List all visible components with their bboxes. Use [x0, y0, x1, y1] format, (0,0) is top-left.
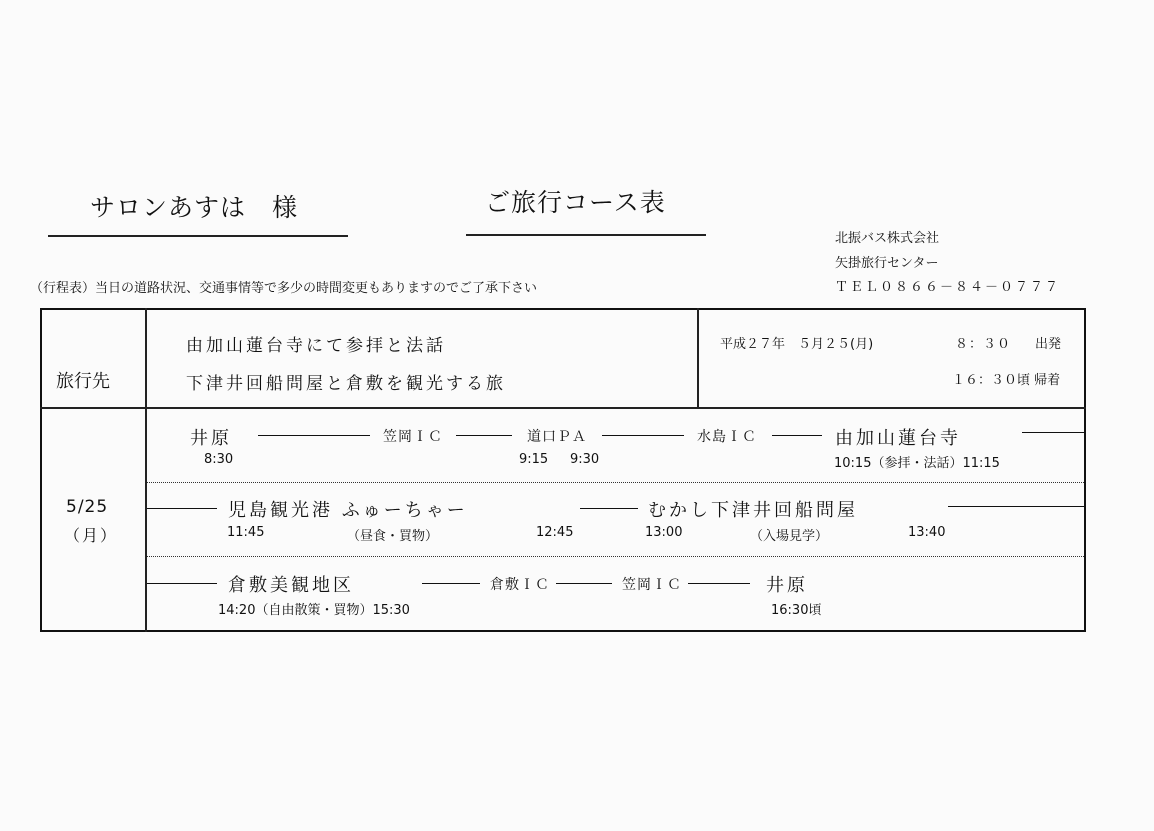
- stop-mizushima-ic: 水島ＩＣ: [697, 429, 757, 445]
- departure-label: 出発: [1035, 337, 1062, 352]
- route-line: [1022, 432, 1086, 433]
- title-underline: [466, 234, 706, 236]
- return-time: １６：３０頃 帰着: [952, 373, 1061, 388]
- stop-kasaoka-ic: 笠岡ＩＣ: [383, 429, 443, 445]
- company-tel: ＴＥＬ０８６６－８４－０７７７: [835, 280, 1061, 295]
- time-depart-ibara: 8:30: [204, 452, 234, 467]
- document-title: ご旅行コース表: [485, 188, 666, 217]
- time-return: 16:30頃: [771, 603, 822, 618]
- time-leave-tonya: 13:40: [908, 525, 946, 540]
- schedule-notice: （行程表）当日の道路状況、交通事情等で多少の時間変更もありますのでご了承下さい: [30, 281, 538, 296]
- time-leave-port: 12:45: [536, 525, 574, 540]
- route-line: [772, 435, 822, 436]
- stop-ibara: 井原: [190, 428, 232, 449]
- header-row-divider: [40, 407, 1086, 409]
- stop-kojima-port: 児島観光港 ふゅーちゃー: [228, 500, 468, 521]
- time-bikan: 14:20（自由散策・買物）15:30: [218, 603, 410, 618]
- stop-kurashiki-ic: 倉敷ＩＣ: [490, 577, 550, 593]
- company-name: 北振バス株式会社: [835, 231, 940, 246]
- time-arrive-pa: 9:15: [519, 452, 549, 467]
- route-line: [580, 508, 638, 509]
- route-line: [688, 583, 750, 584]
- stop-kurashiki-bikan: 倉敷美観地区: [228, 575, 354, 596]
- time-arrive-tonya: 13:00: [645, 525, 683, 540]
- stop-shimotsui-tonya: むかし下津井回船問屋: [648, 500, 858, 521]
- note-lunch: （昼食・買物）: [347, 529, 439, 544]
- company-center: 矢掛旅行センター: [835, 256, 939, 271]
- route-line: [147, 508, 217, 509]
- recipient-name: サロンあすは 様: [90, 193, 299, 222]
- departure-time: ８：３０: [955, 337, 1012, 352]
- row-separator: [147, 556, 1084, 557]
- route-line: [422, 583, 480, 584]
- route-line: [258, 435, 370, 436]
- date-column-divider: [697, 308, 699, 408]
- destination-line-2: 下津井回船問屋と倉敷を観光する旅: [186, 374, 506, 394]
- stop-kasaoka-ic-return: 笠岡ＩＣ: [622, 577, 682, 593]
- destination-label: 旅行先: [56, 371, 110, 392]
- row-separator: [147, 482, 1084, 483]
- day-weekday: （月）: [64, 526, 119, 545]
- stop-ibara-return: 井原: [766, 575, 808, 596]
- day-date: 5/25: [66, 497, 109, 517]
- route-line: [147, 583, 217, 584]
- route-line: [456, 435, 512, 436]
- stop-yugasan-rendaiji: 由加山蓮台寺: [835, 428, 961, 449]
- time-leave-pa: 9:30: [570, 452, 600, 467]
- note-entry: （入場見学）: [750, 529, 829, 544]
- route-line: [948, 506, 1086, 507]
- route-line: [602, 435, 684, 436]
- departure-date: 平成２７年 ５月２５(月): [720, 337, 874, 352]
- recipient-underline: [48, 235, 348, 237]
- time-rendaiji: 10:15（参拝・法話）11:15: [834, 456, 1000, 471]
- destination-line-1: 由加山蓮台寺にて参拝と法話: [186, 336, 446, 356]
- route-line: [556, 583, 612, 584]
- time-arrive-port: 11:45: [227, 525, 265, 540]
- stop-michiguchi-pa: 道口ＰＡ: [527, 429, 587, 445]
